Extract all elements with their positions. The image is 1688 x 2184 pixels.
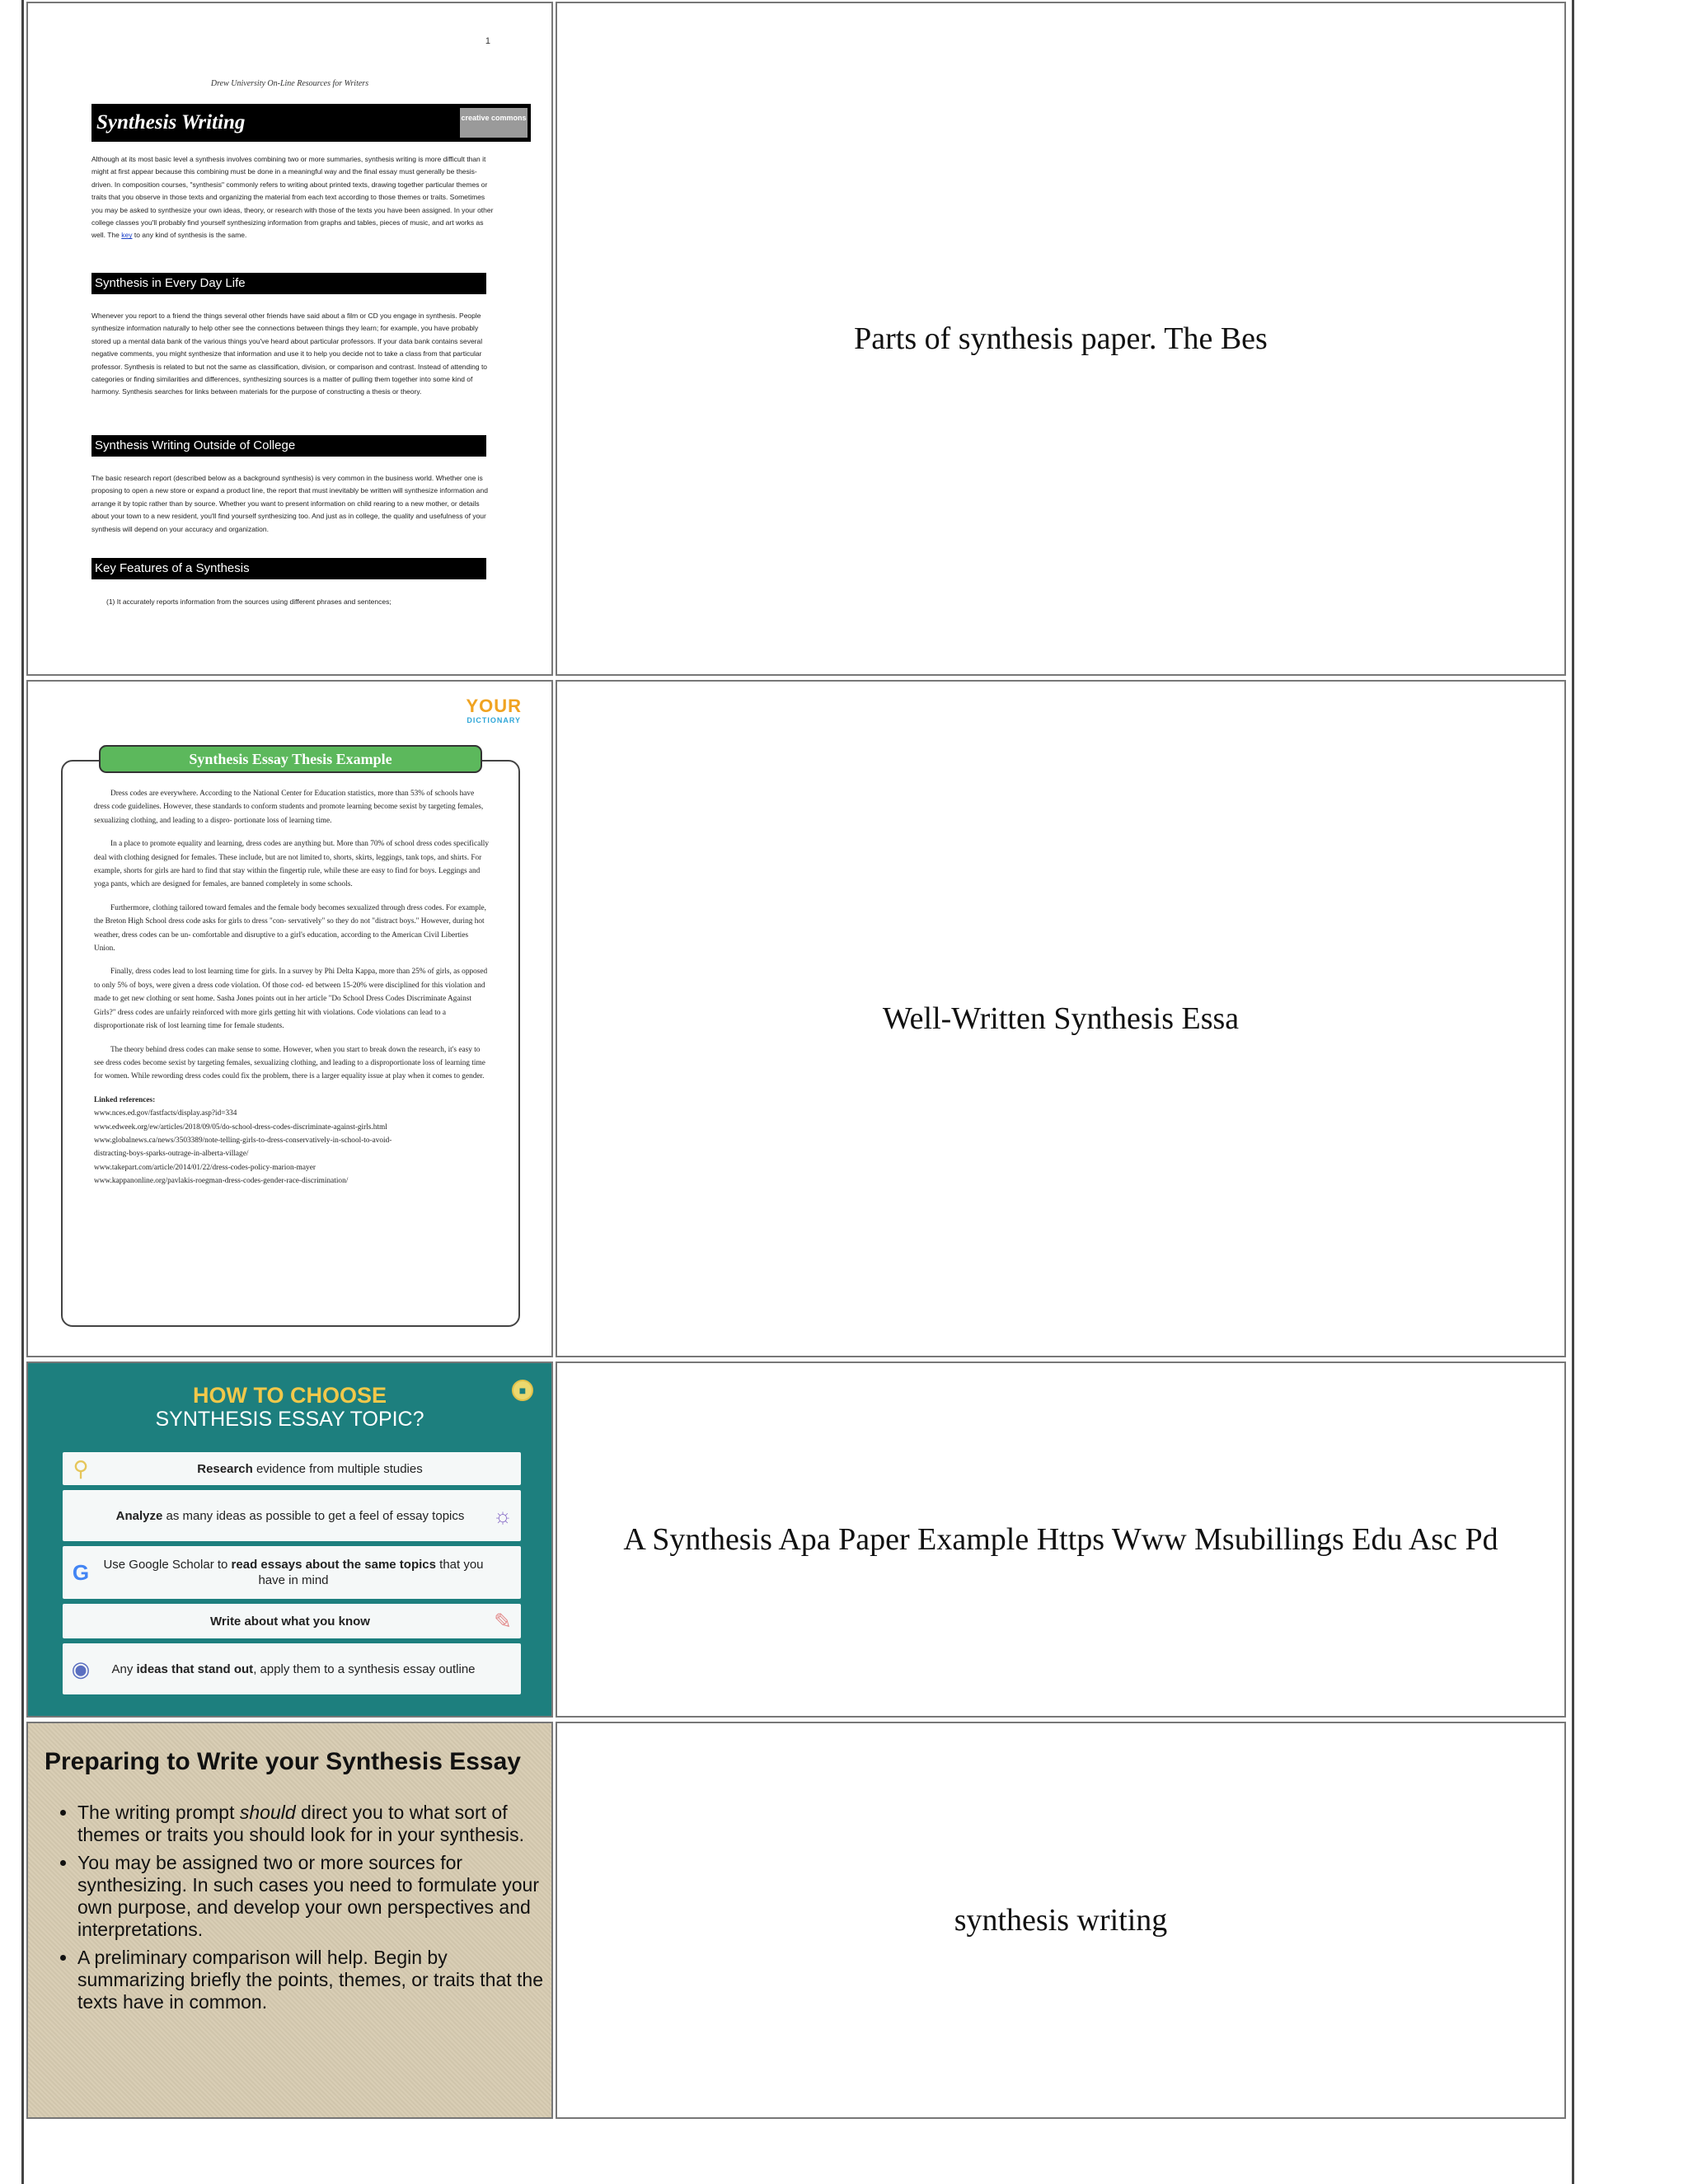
essay-body	[94, 787, 490, 1188]
document-title	[91, 104, 531, 142]
thumbnail-preparing-to-write[interactable]	[26, 1722, 553, 2119]
slide-bullet-list	[45, 1802, 553, 2019]
lightbulb-icon: ☼	[493, 1502, 513, 1528]
caption-text[interactable]: Well-Written Synthesis Essa	[882, 1001, 1240, 1036]
essay-paragraph: In a place to promote equality and learning, dress codes are anything but. More than 70% of school dress codes specifically deal with clothing designed for females. These include, but are not limited to, shorts, skirts, leggings, tank tops, and shirts. For example, shorts for girls are hard to find that stay within the fingertip rule, while these are easy to find for boys. Leggings and yoga pants, which are designed for females, are banned completely in some schools.	[94, 840, 490, 889]
essay-banner-title: Synthesis Essay Thesis Example	[99, 745, 482, 773]
pen-writing-icon: ✎	[494, 1608, 512, 1633]
document-header: Drew University On-Line Resources for Writers	[210, 79, 369, 88]
tip-row-analyze: Analyze as many ideas as possible to get a feel of essay topics ☼	[63, 1490, 521, 1541]
intro-paragraph: Although at its most basic level a synthesis involves combining two or more summaries, synthesis writing is more difficult than it might at first appear because this combining must be done in a meaningful way and the final essay must generally be thesis-driven. In composition courses, "synthesis" commonly refers to writing about printed texts, drawing together particular themes or traits that you observe in those texts and organizing the material from each text according to those themes or traits. Sometimes you may be asked to synthesize your own ideas, theory, or research with those of the texts you have been assigned. In your other college classes you'll probably find yourself synthesizing information from graphs and tables, pieces of music, and art works as well. The key to any kind of synthesis is the same.	[91, 155, 494, 240]
section-heading-outside-college: Synthesis Writing Outside of College	[91, 435, 486, 457]
essay-paragraph: Finally, dress codes lead to lost learning time for girls. In a survey by Phi Delta Kappa, more than 25% of girls, as opposed to only 5% of boys, were given a dress code violation. Of those cod- ed between 15-20% were disciplined for this violation and made to get new clothing or sent home. Sasha Jones points out in her article "Do School Dress Codes Discriminate Against Girls?" dress codes are unfairly reinforced with more girls getting hit with violations. Code violations can lead to a disproportionate risk of lost learning time for female students.	[94, 968, 488, 1031]
creative-commons-badge: creative commons	[460, 108, 528, 138]
thumbnail-how-to-choose-topic[interactable]	[26, 1361, 553, 1718]
everyday-life-paragraph: Whenever you report to a friend the things several other friends have said about a film or CD you engage in synthesis. People synthesize information naturally to help other see the connections between things they learn; for example, you have probably stored up a mental data bank of the various things you've heard about particular professors. If your data bank contains several negative comments, you might synthesize that information and use it to help you decide not to take a class from that particular professor. Synthesis is related to but not the same as classification, division, or comparison and contrast. Instead of attending to categories or finding similarities and differences, synthesizing sources is a matter of pulling them together into some kind of harmony. Synthesis searches for links between materials for the purpose of constructing a thesis or theory.	[91, 312, 488, 396]
slide-bullet: • You may be assigned two or more sources for synthesizing. In such cases you need to formulate your own purpose, and develop your own perspectives and interpretations.	[77, 1852, 553, 1941]
tip-row-research: ⚲ Research evidence from multiple studies	[63, 1452, 521, 1485]
caption-text[interactable]: synthesis writing	[954, 1903, 1168, 1938]
reference-link[interactable]: www.edweek.org/ew/articles/2018/09/05/do-school-dress-codes-discriminate-against-girls.html	[94, 1122, 387, 1132]
tip-row-write-what-you-know: Write about what you know ✎	[63, 1604, 521, 1638]
infographic-subtitle: SYNTHESIS ESSAY TOPIC?	[155, 1408, 424, 1431]
slide-bullet: • The writing prompt should direct you to what sort of themes or traits you should look for in your synthesis.	[77, 1802, 553, 1846]
outside-college-paragraph: The basic research report (described below as a background synthesis) is very common in the business world. Whether one is proposing to open a new store or expand a product line, the report that must inevitably be written will synthesize information and arrange it by topic rather than by source. Whether you want to present information on child rearing to a new mother, or details about your town to a new resident, you'll find yourself synthesizing too. And just as in college, the quality and usefulness of your synthesis will depend on your accuracy and organization.	[91, 474, 488, 533]
tip-row-ideas-stand-out: ◉ Any ideas that stand out, apply them to a synthesis essay outline	[63, 1643, 521, 1694]
thumbnail-drew-synthesis-writing[interactable]	[26, 2, 553, 676]
tip-row-google-scholar: G Use Google Scholar to read essays about the same topics that you have in mind	[63, 1546, 521, 1599]
reference-link[interactable]: www.kappanonline.org/pavlakis-roegman-dress-codes-gender-race-discrimination/	[94, 1177, 349, 1186]
essay-paragraph: Furthermore, clothing tailored toward females and the female body becomes sexualized through dress codes. For example, the Breton High School dress code asks for girls to dress "con- servatively" so they do not "distract boys." However, during hot weather, dress codes can be un- comfortable and disruptive to a girl's education, according to the American Civil Liberties Union.	[94, 903, 486, 954]
caption-text[interactable]: Parts of synthesis paper. The Bes	[854, 321, 1268, 356]
magnifier-icon: ⚲	[73, 1455, 89, 1481]
section-heading-everyday-life: Synthesis in Every Day Life	[91, 273, 486, 294]
section-heading-key-features: Key Features of a Synthesis	[91, 558, 486, 579]
key-feature-item-1: (1) It accurately reports information from the sources using different phrases and sentences;	[106, 598, 392, 606]
your-dictionary-logo: YOUR DICTIONARY	[466, 696, 522, 724]
key-link[interactable]: key	[121, 231, 133, 240]
reference-link[interactable]: www.takepart.com/article/2014/01/22/dress-codes-policy-marion-mayer	[94, 1163, 316, 1172]
caption-cell-4	[556, 1722, 1566, 2119]
linked-references	[94, 1094, 490, 1188]
caption-cell-1	[556, 2, 1566, 676]
caption-cell-2	[556, 680, 1566, 1357]
reference-link[interactable]: www.globalnews.ca/news/3503389/note-telling-girls-to-dress-conservatively-in-school-to-avoid-	[94, 1136, 392, 1145]
slide-bullet: • A preliminary comparison will help. Begin by summarizing briefly the points, themes, or traits that the texts have in common.	[77, 1947, 553, 2013]
caption-text[interactable]: A Synthesis Apa Paper Example Https Www Msubillings Edu Asc Pd	[623, 1522, 1498, 1557]
infographic-title: HOW TO CHOOSE	[192, 1383, 387, 1408]
document-title-text: Synthesis Writing	[96, 111, 246, 134]
google-icon: G	[72, 1559, 90, 1585]
essay-paragraph: The theory behind dress codes can make sense to some. However, when you start to break down the research, it's easy to see dress codes become sexist by targeting females, sexualizing clothing, and leading to a disproportionate loss of learning time for women. While rewording dress codes could fix the problem, there is a larger equality issue at play when it comes to gender.	[94, 1045, 485, 1081]
essay-paragraph: Dress codes are everywhere. According to the National Center for Education statistics, more than 53% of schools have dress code guidelines. However, these standards to conform students and promote learning become sexist by targeting females, sexualizing clothing, and leading to a dispro- portionate loss of learning time.	[94, 790, 484, 825]
reference-link[interactable]: distracting-boys-sparks-outrage-in-alberta-village/	[94, 1150, 249, 1159]
eye-icon: ◉	[71, 1656, 91, 1681]
logo-badge-icon: ■	[512, 1380, 533, 1401]
slide-title: Preparing to Write your Synthesis Essay	[45, 1748, 521, 1775]
caption-cell-3	[556, 1361, 1566, 1718]
page-number: 1	[485, 36, 490, 46]
reference-link[interactable]: www.nces.ed.gov/fastfacts/display.asp?id=334	[94, 1109, 237, 1118]
linked-references-heading: Linked references:	[94, 1095, 156, 1104]
thumbnail-your-dictionary-thesis-example[interactable]	[26, 680, 553, 1357]
